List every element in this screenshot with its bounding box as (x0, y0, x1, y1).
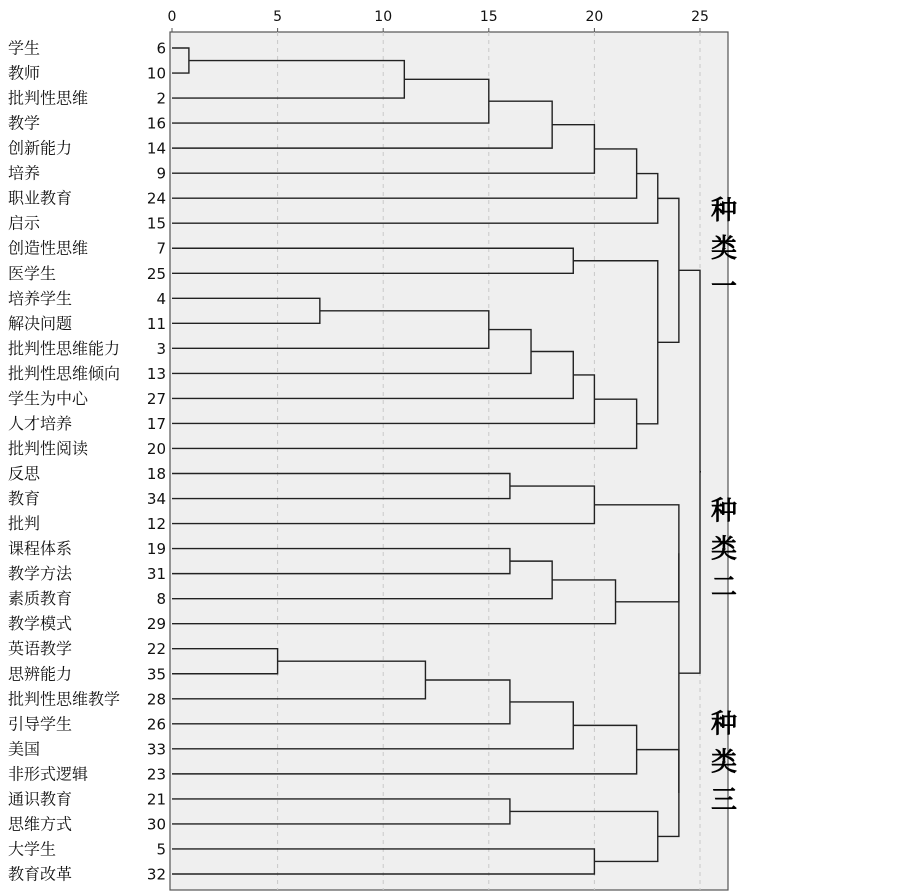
leaf-label: 教学方法 (8, 564, 73, 584)
leaf-label: 教师 (8, 63, 41, 83)
leaf-index: 35 (146, 665, 166, 684)
leaf-label: 学生为中心 (8, 388, 89, 408)
leaf-index: 34 (146, 490, 166, 509)
leaf-index: 17 (146, 414, 166, 433)
leaf-label: 职业教育 (8, 188, 73, 208)
leaf-index: 24 (146, 189, 166, 208)
leaf-index: 31 (146, 565, 166, 584)
tick-label: 15 (479, 9, 498, 25)
leaf-index: 2 (156, 89, 166, 108)
tick-label: 20 (585, 9, 604, 25)
tick-label: 10 (374, 9, 393, 25)
leaf-index: 28 (146, 690, 166, 709)
leaf-label: 素质教育 (8, 589, 73, 609)
leaf-index: 10 (146, 64, 166, 83)
leaf-label: 学生 (8, 38, 41, 58)
tick-label: 25 (691, 9, 709, 25)
leaf-index: 18 (146, 465, 166, 484)
leaf-index: 9 (156, 164, 166, 183)
leaf-label: 培养 (8, 163, 41, 183)
leaf-label: 美国 (8, 739, 41, 759)
leaf-label: 思辨能力 (8, 664, 73, 684)
leaf-index: 4 (156, 289, 166, 308)
leaf-label: 医学生 (8, 263, 57, 283)
leaf-label: 教育改革 (8, 864, 73, 884)
leaf-label: 批判性思维能力 (8, 338, 121, 358)
leaf-index: 14 (146, 139, 166, 158)
leaf-label: 创新能力 (8, 138, 73, 158)
leaf-label: 创造性思维 (8, 238, 89, 258)
leaf-index: 30 (146, 815, 166, 834)
leaf-index: 22 (146, 640, 166, 659)
leaf-label: 人才培养 (8, 413, 73, 433)
leaf-index: 25 (146, 264, 166, 283)
leaf-index: 32 (146, 865, 166, 884)
leaf-label: 英语教学 (8, 639, 73, 659)
leaf-index: 26 (146, 715, 166, 734)
leaf-label: 思维方式 (8, 814, 73, 834)
leaf-label: 培养学生 (8, 288, 73, 308)
leaf-index: 12 (146, 515, 166, 534)
leaf-label: 课程体系 (8, 539, 73, 559)
leaf-index: 16 (146, 114, 166, 133)
leaf-label: 通识教育 (8, 789, 73, 809)
leaf-label: 教育 (8, 489, 41, 509)
leaf-index: 27 (146, 389, 166, 408)
leaf-index: 11 (146, 314, 166, 333)
leaf-labels (8, 39, 166, 884)
leaf-index: 21 (146, 790, 166, 809)
leaf-label: 反思 (8, 464, 41, 484)
leaf-label: 教学模式 (8, 614, 73, 634)
leaf-label: 批判性思维教学 (8, 689, 121, 709)
group-labels (711, 196, 737, 815)
leaf-index: 8 (156, 590, 166, 609)
leaf-label: 大学生 (8, 839, 57, 859)
leaf-label: 批判 (8, 514, 41, 534)
leaf-label: 解决问题 (8, 313, 73, 333)
group-label: 种类三 (710, 709, 738, 816)
leaf-label: 非形式逻辑 (8, 764, 89, 784)
tick-label: 0 (167, 9, 177, 25)
leaf-label: 批判性思维倾向 (8, 363, 121, 383)
leaf-label: 批判性阅读 (8, 438, 89, 458)
leaf-index: 20 (146, 439, 166, 458)
leaf-label: 教学 (8, 113, 41, 133)
leaf-index: 19 (146, 540, 166, 559)
leaf-index: 7 (156, 239, 166, 258)
leaf-label: 引导学生 (8, 714, 73, 734)
tick-label: 5 (273, 9, 283, 25)
leaf-index: 13 (146, 364, 166, 383)
leaf-label: 批判性思维 (8, 88, 89, 108)
leaf-index: 6 (156, 39, 166, 58)
group-label: 种类一 (710, 196, 738, 303)
leaf-index: 23 (146, 765, 166, 784)
x-axis (168, 9, 709, 32)
leaf-index: 5 (156, 840, 166, 859)
leaf-index: 15 (146, 214, 166, 233)
leaf-index: 33 (146, 740, 166, 759)
plot-area (170, 32, 728, 890)
leaf-index: 3 (156, 339, 166, 358)
leaf-index: 29 (146, 615, 166, 634)
group-label: 种类二 (710, 496, 738, 603)
leaf-label: 启示 (8, 213, 41, 233)
